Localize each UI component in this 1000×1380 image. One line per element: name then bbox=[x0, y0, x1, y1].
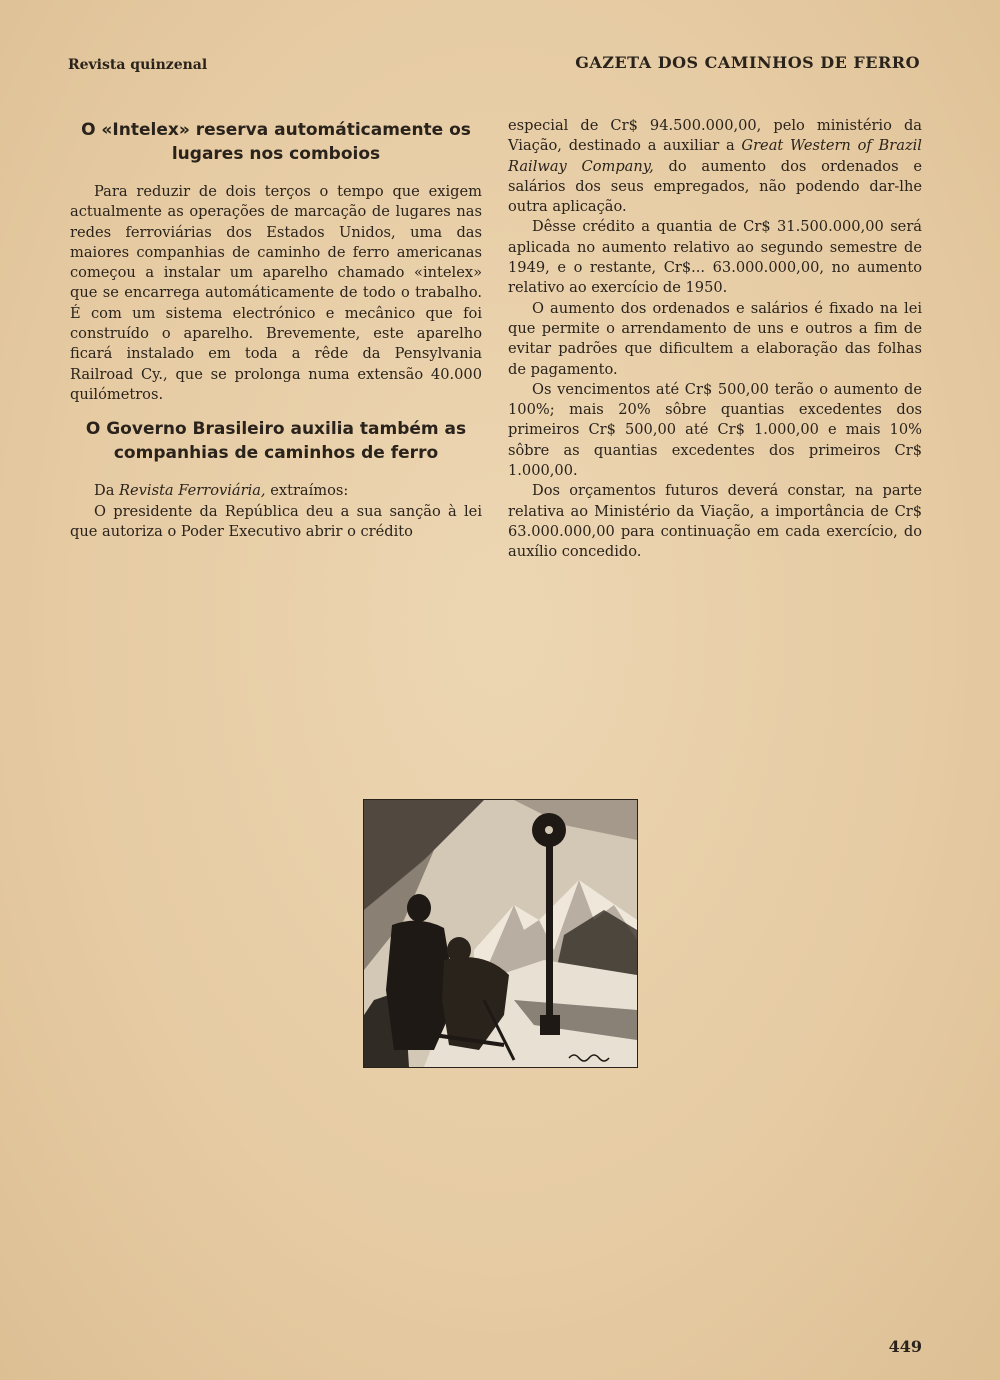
running-header-right: GAZETA DOS CAMINHOS DE FERRO bbox=[575, 53, 920, 72]
company-name: Great Western of Brazil Railway Company, bbox=[508, 137, 922, 175]
article2-paragraph-1-continued bbox=[508, 116, 922, 217]
article2-title-line1: O Governo Brasileiro auxilia também as bbox=[85, 419, 467, 440]
article2-paragraph-1: O presidente da República deu a sua sanção à lei que autoriza o Poder Executivo abrir o crédito bbox=[70, 502, 482, 540]
p1-cont-b: do aumento dos ordenados e salários dos seus empregados, não podendo dar-lhe outra aplicação. bbox=[508, 157, 922, 216]
article1-title-line1: O «Intelex» reserva automáticamente os bbox=[81, 120, 471, 140]
p1-cont-a: especial de Cr$ 94.500.000,00, pelo ministério da Viação, destinado a auxiliar a bbox=[508, 117, 922, 155]
article2-title-line2: companhias de caminhos de ferro bbox=[113, 443, 439, 464]
page-number: 449 bbox=[888, 1337, 922, 1356]
illustration-svg bbox=[364, 800, 637, 1067]
article1-title-line2: lugares nos comboios bbox=[171, 144, 381, 164]
left-column bbox=[70, 118, 482, 542]
railway-signal-illustration bbox=[363, 799, 638, 1068]
article1-title bbox=[70, 118, 482, 166]
source-suffix: extraímos: bbox=[265, 482, 349, 500]
article2-paragraph-2: Dêsse crédito a quantia de Cr$ 31.500.000,00 será aplicada no aumento relativo ao segundo semestre de 1949, e o restante, Cr$... 63.000.000,00, no aumento relativo ao exercício de 1950. bbox=[508, 218, 922, 297]
article2-source bbox=[70, 481, 482, 501]
article1-paragraph: Para reduzir de dois terços o tempo que exigem actualmente as operações de marcação de lugares nas redes ferroviárias dos Estados Unidos, uma das maiores companhias de caminho de ferro americanas começou a instalar um aparelho chamado «intelex» que se encarrega automáticamente de todo o trabalho. É com um sistema electrónico e mecânico que foi construído o aparelho. Brevemente, este aparelho ficará instalado em toda a rêde da Pensylvania Railroad Cy., que se prolonga numa extensão 40.000 quilómetros. bbox=[70, 183, 482, 403]
article2-paragraph-3: O aumento dos ordenados e salários é fixado na lei que permite o arrendamento de uns e outros a fim de evitar padrões que dificultem a elaboração das folhas de pagamento. bbox=[508, 299, 922, 378]
article2-paragraph-5: Dos orçamentos futuros deverá constar, na parte relativa ao Ministério da Viação, a importância de Cr$ 63.000.000,00 para continuação em cada exercício, do auxílio concedido. bbox=[508, 482, 922, 561]
running-header-left: Revista quinzenal bbox=[68, 57, 208, 73]
source-journal: Revista Ferroviária, bbox=[119, 482, 266, 500]
article2-paragraph-4: Os vencimentos até Cr$ 500,00 terão o aumento de 100%; mais 20% sôbre quantias excedentes dos primeiros Cr$ 500,00 até Cr$ 1.000,00 e mais 10% sôbre as quantias excedentes dos primeiros Cr$ 1.000,00. bbox=[508, 380, 922, 480]
right-column bbox=[508, 116, 922, 563]
source-prefix: Da bbox=[94, 482, 120, 500]
article2-title bbox=[70, 417, 482, 465]
